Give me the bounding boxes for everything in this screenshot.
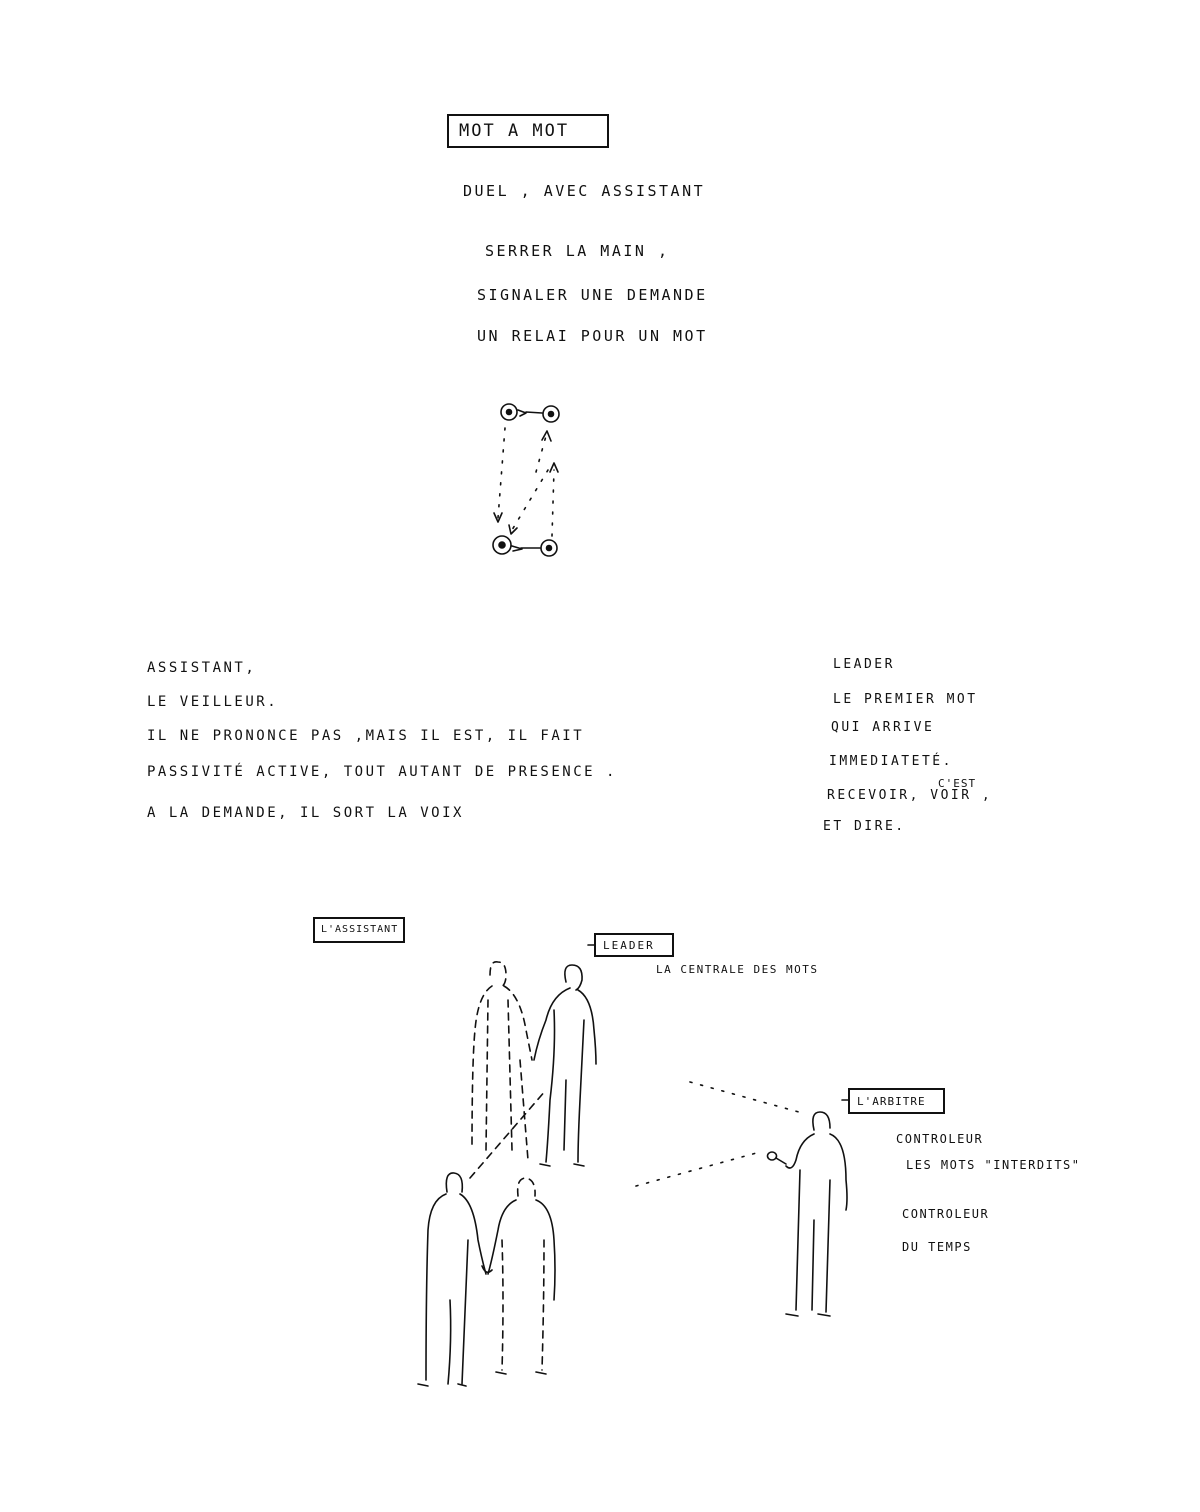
leader-note-5-sup: C'EST: [938, 777, 977, 790]
arbitre-line-1: CONTROLEUR: [896, 1132, 984, 1146]
assistant-note-4: PASSIVITÉ ACTIVE, TOUT AUTANT DE PRESENCE .: [147, 764, 617, 780]
leader-label: LEADER: [594, 933, 674, 957]
relay-diagram: [493, 404, 559, 556]
arbitre-line-2: LES MOTS "INTERDITS": [906, 1158, 1081, 1172]
leader-note-5: RECEVOIR, VOIR ,: [827, 788, 993, 803]
intro-line-3: SIGNALER UNE DEMANDE: [477, 286, 708, 304]
arbiter-figure: [768, 1112, 848, 1316]
assistant-figure: [418, 1173, 486, 1386]
assistant-note-1: ASSISTANT,: [147, 660, 257, 676]
relay-line: [470, 1090, 546, 1178]
intro-line-1: DUEL , AVEC ASSISTANT: [463, 182, 706, 200]
relay-arrow-down-1: [498, 428, 505, 518]
companion-figure: [488, 1178, 555, 1374]
leader-note-4: IMMEDIATETÉ.: [829, 754, 953, 769]
assistant-note-3: IL NE PRONONCE PAS ,MAIS IL EST, IL FAIT: [147, 728, 585, 744]
ghost-figure: [472, 962, 532, 1160]
arbitre-line-3: CONTROLEUR: [902, 1207, 990, 1221]
sightline-lower: [636, 1152, 760, 1186]
assistant-note-2: LE VEILLEUR.: [147, 694, 279, 710]
assistant-label: L'ASSISTANT: [313, 917, 405, 943]
assistant-note-5: A LA DEMANDE, IL SORT LA VOIX: [147, 805, 464, 821]
bottom-pair: [493, 536, 557, 556]
leader-caption: LA CENTRALE DES MOTS: [656, 963, 819, 976]
sightline-upper: [690, 1082, 806, 1114]
leader-note-1: LEADER: [833, 657, 895, 672]
intro-line-4: UN RELAI POUR UN MOT: [477, 327, 708, 345]
leader-note-6: ET DIRE.: [823, 819, 906, 834]
leader-note-2: LE PREMIER MOT: [833, 692, 978, 707]
leader-figure: [534, 965, 596, 1166]
arbitre-label: L'ARBITRE: [848, 1088, 945, 1114]
relay-arrow-up-2: [536, 436, 546, 472]
arbitre-line-4: DU TEMPS: [902, 1240, 972, 1254]
intro-line-2: SERRER LA MAIN ,: [485, 242, 670, 260]
top-pair: [501, 404, 559, 422]
relay-arrow-down-2: [512, 470, 548, 530]
page-title: MOT A MOT: [459, 121, 570, 141]
leader-note-3: QUI ARRIVE: [831, 720, 935, 735]
relay-arrow-up-1: [552, 470, 554, 536]
